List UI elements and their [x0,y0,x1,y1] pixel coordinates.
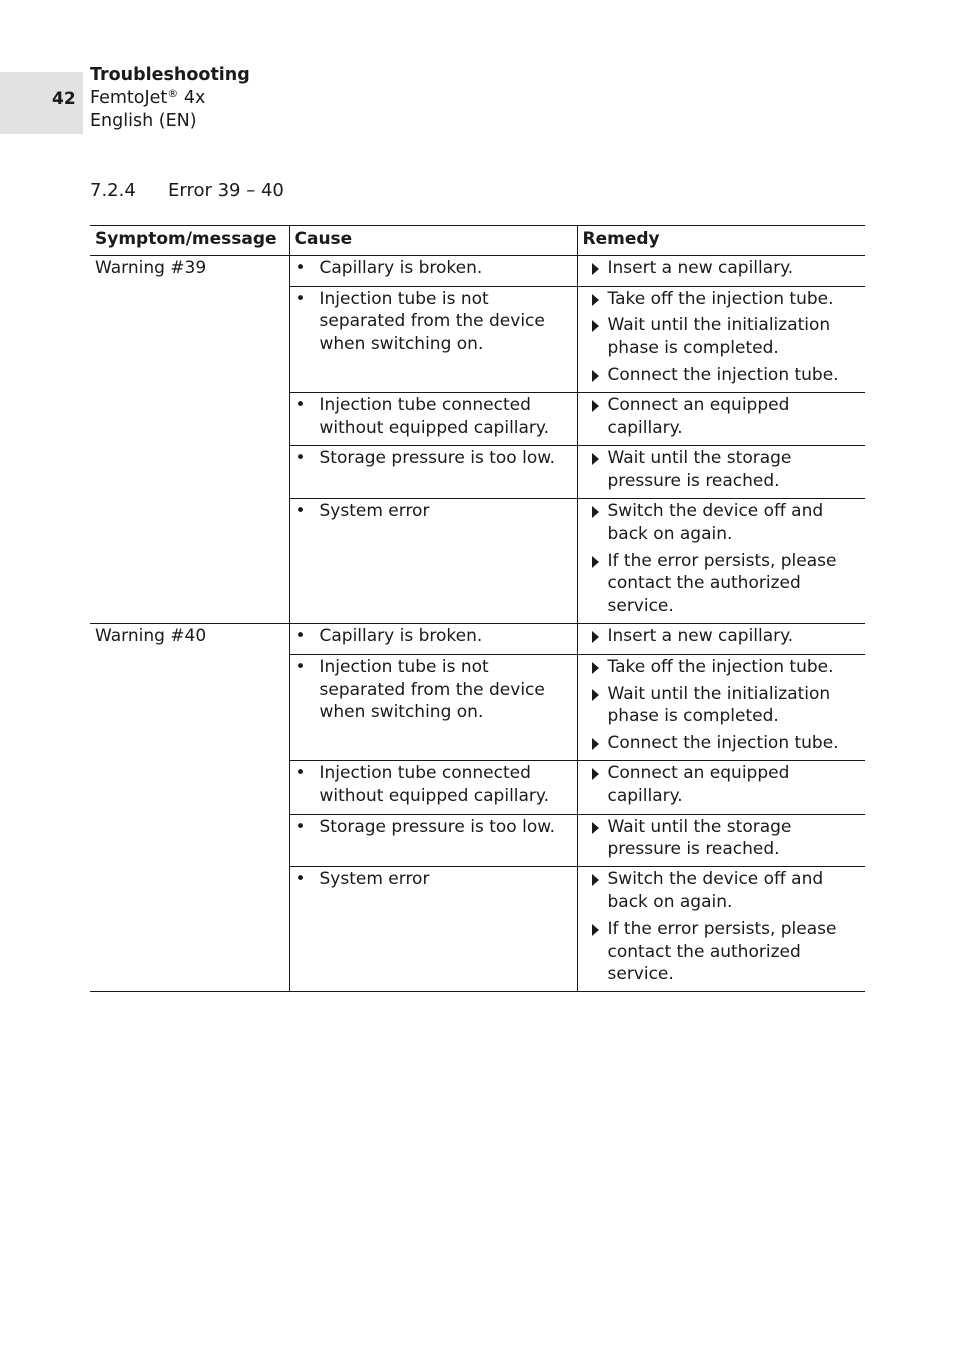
triangle-right-icon [592,506,599,518]
table-row [90,255,865,286]
bullet-icon: • [295,448,306,469]
remedy-text: Connect the injection tube. [607,733,839,754]
remedy-cell [577,654,865,760]
remedy-text: Switch the device off and back on again. [607,500,824,544]
remedy-step [583,732,862,755]
remedy-text: If the error persists, please contact the authorized service. [607,550,837,617]
cause-text: Storage pressure is too low. [319,816,555,837]
product-name-text: FemtoJet [90,88,168,108]
symptom-cell: Warning #40 [90,623,289,991]
language-label: English (EN) [90,111,197,131]
troubleshooting-table [90,225,865,992]
triangle-right-icon [592,924,599,936]
remedy-text: Wait until the initialization phase is completed. [607,315,831,359]
triangle-right-icon [592,294,599,306]
remedy-step [583,683,862,729]
table-header-row [90,226,865,256]
table-body [90,255,865,991]
bullet-icon: • [295,816,306,837]
remedy-cell [577,814,865,867]
product-name [90,87,250,110]
header-cause: Cause [289,226,577,256]
cause-cell [289,654,577,760]
cause-cell [289,760,577,814]
triangle-right-icon [592,874,599,886]
cause-bullet-item [295,868,571,891]
remedy-step [583,288,862,311]
cause-bullet-item [295,625,571,648]
remedy-step [583,364,862,387]
triangle-right-icon [592,263,599,275]
cause-bullet-item [295,447,571,470]
cause-cell [289,623,577,654]
product-suffix: 4x [178,88,206,108]
remedy-cell [577,867,865,992]
remedy-cell [577,255,865,286]
cause-text: Capillary is broken. [319,257,483,278]
remedy-cell [577,623,865,654]
bullet-icon: • [295,762,306,783]
triangle-right-icon [592,370,599,382]
triangle-right-icon [592,662,599,674]
bullet-icon: • [295,500,306,521]
remedy-text: Take off the injection tube. [607,656,834,677]
triangle-right-icon [592,400,599,412]
cause-cell [289,814,577,867]
remedy-step [583,918,862,986]
cause-cell [289,392,577,446]
cause-text: Storage pressure is too low. [319,448,555,469]
cause-bullet-item [295,816,571,839]
cause-bullet-item [295,394,571,440]
bullet-icon: • [295,257,306,278]
remedy-text: If the error persists, please contact the authorized service. [607,918,837,985]
section-heading [90,180,284,201]
cause-text: Injection tube connected without equipped capillary. [319,394,549,438]
remedy-text: Wait until the storage pressure is reached. [607,448,792,492]
remedy-text: Take off the injection tube. [607,288,834,309]
cause-bullet-item [295,500,571,523]
cause-bullet-item [295,762,571,808]
remedy-step [583,550,862,618]
triangle-right-icon [592,768,599,780]
bullet-icon: • [295,869,306,890]
remedy-step [583,447,862,493]
bullet-icon: • [295,656,306,677]
remedy-text: Connect an equipped capillary. [607,394,790,438]
remedy-cell [577,760,865,814]
triangle-right-icon [592,631,599,643]
triangle-right-icon [592,453,599,465]
running-header [90,64,250,133]
cause-cell [289,867,577,992]
cause-text: Injection tube is not separated from the device when switching on. [319,288,545,355]
page-number: 42 [52,89,76,109]
cause-cell [289,286,577,392]
table-row [90,623,865,654]
remedy-text: Connect an equipped capillary. [607,762,790,806]
cause-text: Injection tube connected without equipped capillary. [319,762,549,806]
remedy-step [583,314,862,360]
remedy-cell [577,392,865,446]
remedy-step [583,500,862,546]
chapter-title: Troubleshooting [90,65,250,85]
cause-bullet-item [295,656,571,724]
cause-text: Capillary is broken. [319,625,483,646]
remedy-text: Connect the injection tube. [607,364,839,385]
remedy-cell [577,498,865,623]
triangle-right-icon [592,822,599,834]
registered-mark: ® [167,87,179,100]
remedy-step [583,762,862,808]
cause-cell [289,498,577,623]
remedy-text: Wait until the initialization phase is completed. [607,683,831,727]
cause-bullet-item [295,288,571,356]
remedy-step [583,868,862,914]
header-remedy: Remedy [577,226,865,256]
triangle-right-icon [592,320,599,332]
cause-bullet-item [295,257,571,280]
cause-cell [289,255,577,286]
header-symptom: Symptom/message [90,226,289,256]
section-title: Error 39 – 40 [168,180,284,201]
remedy-cell [577,446,865,499]
bullet-icon: • [295,625,306,646]
remedy-step [583,816,862,862]
remedy-text: Wait until the storage pressure is reached. [607,816,792,860]
remedy-text: Switch the device off and back on again. [607,869,824,912]
remedy-step [583,257,862,280]
section-number: 7.2.4 [90,180,136,201]
triangle-right-icon [592,738,599,750]
triangle-right-icon [592,556,599,568]
cause-text: System error [319,500,430,521]
cause-cell [289,446,577,499]
remedy-text: Insert a new capillary. [607,625,794,646]
cause-text: System error [319,869,430,890]
remedy-cell [577,286,865,392]
remedy-text: Insert a new capillary. [607,257,794,278]
remedy-step [583,394,862,440]
cause-text: Injection tube is not separated from the device when switching on. [319,656,545,723]
remedy-step [583,656,862,679]
bullet-icon: • [295,288,306,309]
remedy-step [583,625,862,648]
bullet-icon: • [295,394,306,415]
symptom-cell: Warning #39 [90,255,289,623]
triangle-right-icon [592,689,599,701]
